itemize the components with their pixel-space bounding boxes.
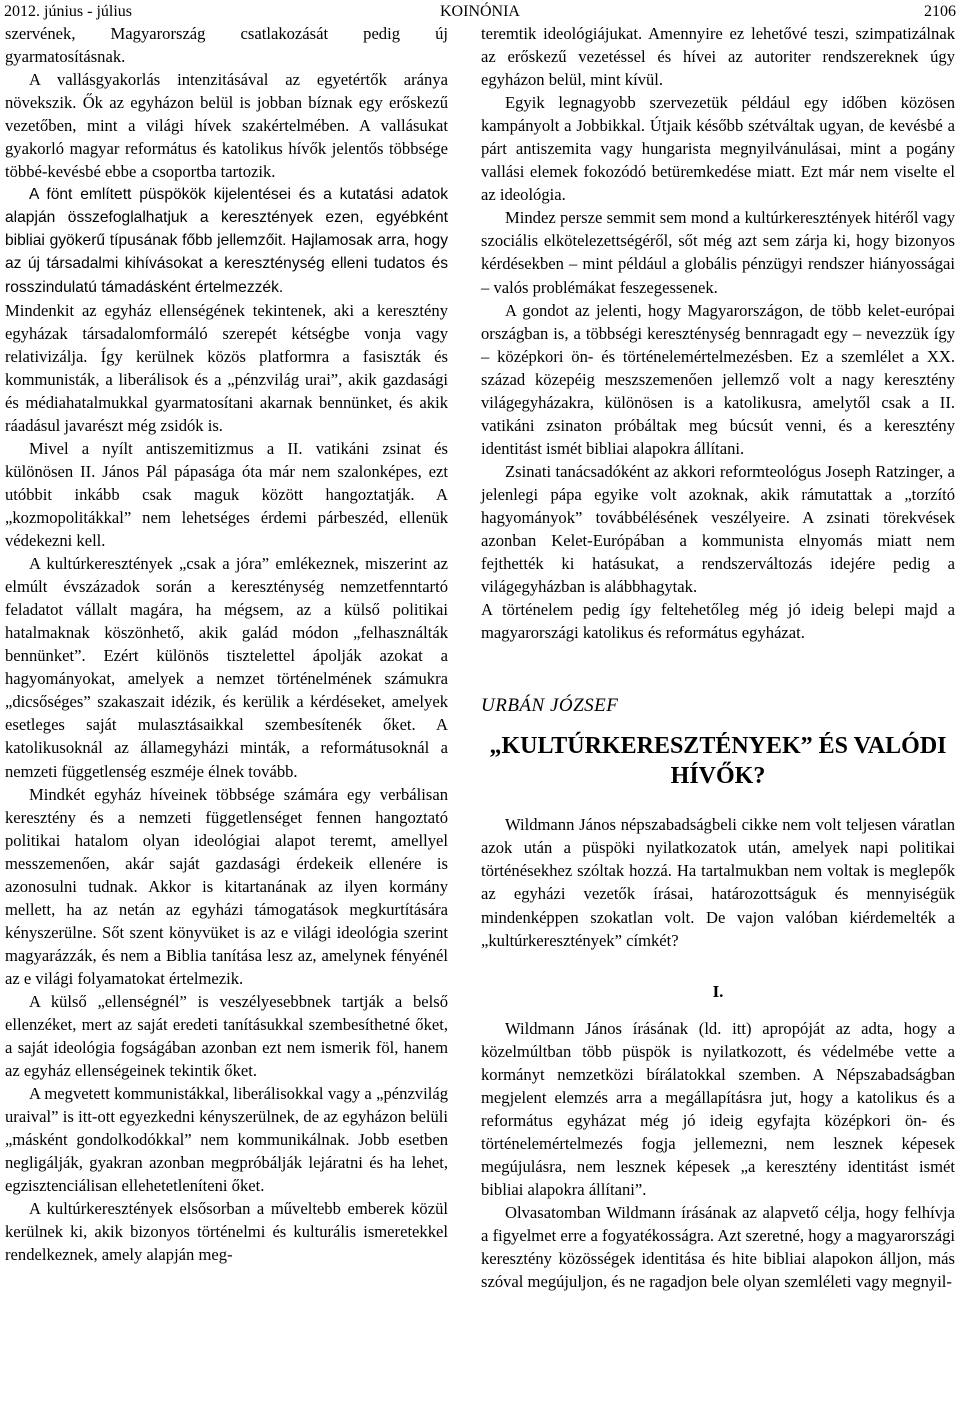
page-header <box>4 2 956 22</box>
left-column <box>5 22 448 1267</box>
paragraph: szervének, Magyarország csatlakozását pedig új gyarmatosításnak. <box>5 24 448 67</box>
paragraph: A külső „ellenségnél” is veszélyesebbnek tartják a belső ellenzéket, mert az saját eredeti tanításukkal szembesíthetné őket, a saját ideológia fogságában azonban ezt nem ismerik föl, hanem az egyház ellenségeinek tekintik őket. <box>5 991 448 1081</box>
paragraph: A fönt említett püspökök kijelentései és a kutatási adatok alapján összefoglalhatjuk a keresztények ezen, egyébként bibliai gyökerű típusának főbb jellemzőit. Hajlamosak arra, hogy az új társadalmi kihívásokat a kereszténység elleni tudatos és rosszindulatú támadásként értelmezzék. <box>5 186 448 296</box>
paragraph: A kultúrkeresztények elsősorban a műveltebb emberek közül kerülnek ki, akik bizonyos történelmi és kulturális ismeretekkel rendelkeznek, amely alapján meg- <box>5 1199 448 1265</box>
paragraph-text: A vallásgyakorlás intenzitásával az egyetértők aránya növekszik. Ők az egyházon belül is jobban bíznak egy erőskezű vezetőben, mint a világi hívek szakértelmében. A vallásukat gyakorló magyar református és katolikus hívők jelentős többsége többé-kevésbé ebbe a csoportba tartozik. <box>5 70 448 182</box>
paragraph: Mindenkit az egyház ellenségének tekintenek, aki a keresztény egyházak társadalomformáló szerepét kétségbe vonja vagy relativizálja. Így kerülnek közös platformra a fasiszták és kommunisták, a liberálisok és a „pénzvilág urai”, akik gazdasági és médiahatalmukkal gyarmatosítani akarnak bennünket, és akik ráadásul javarészt még zsidók is. <box>5 300 448 435</box>
paragraph: Mindkét egyház híveinek többsége számára egy verbálisan keresztény és a nemzeti függetlenséget fennen hangoztató politikai hatalom olyan ideológiai alapot teremt, amellyel messzemenően, akár saját gazdasági érdekeik ellenére is azonosulni tudnak. Akkor is kitartanának az ilyen kormány mellett, ha az netán az egyházi támogatások megkurtítására kényszerülne. Sőt szent könyvüket is az e világi ideológia szerint magyarázzák, és nem a Biblia tanítása lesz az, amelynek fényénél az e világi folyamatokat értelmezik. <box>5 784 448 988</box>
paragraph: Mindez persze semmit sem mond a kultúrkeresztények hitéről vagy szociális elkötelezettségéről, sőt még azt sem zárja ki, hogy bizonyos kérdésekben – mint például a globális pénzügyi rendszer hiányosságai – valós problémákat feszegessenek. <box>481 208 955 297</box>
issue-date: 2012. június - július <box>4 3 133 20</box>
paragraph: teremtik ideológiájukat. Amennyire ez lehetővé teszi, szimpatizálnak az erőskezű vezetéssel és hívei az autoriter rendszereknek úgy egyházon belül, mint kívül. <box>481 24 955 90</box>
paragraph: Zsinati tanácsadóként az akkori reformteológus Joseph Ratzinger, a jelenlegi pápa egyike volt azoknak, akik rámutattak a „torzító hagyományok” továbbélésének veszélyeire. A zsinati törekvések azonban Kelet-Európában a kommunista elnyomás miatt nem fejthették ki hatásukat, a rendszerváltozás idejére pedig a világegyházban is alábbhagytak. <box>481 461 955 597</box>
page-number: 2106 <box>924 3 956 20</box>
section-heading: I. <box>712 981 724 1001</box>
paragraph: A megvetett kommunistákkal, liberálisokkal vagy a „pénzvilág uraival” is itt-ott egyezkedni kényszerülnek, de az egyházon belüli „másként gondolkodókkal” nem kommunikálnak. Jobb esetben negligálják, gyakran azonban megpróbálják lejáratni és ha lehet, egzisztenciálisan ellehetetleníteni őket. <box>5 1084 448 1196</box>
paragraph: Wildmann János népszabadságbeli cikke nem volt teljesen váratlan azok után a püspöki nyilatkozatok után, amelyek napi politikai történésekhez szóltak hozzá. Ha tartalmukban nem voltak is meglepők az egyházi vezetők írásai, határozottságuk és mennyiségük mindenképpen szokatlan volt. De vajon valóban kiérdemelték a „kultúrkeresztények” címkét? <box>481 815 955 950</box>
article-title: „KULTÚRKERESZTÉNYEK” ÉS VALÓDI HÍVŐK? <box>489 733 947 790</box>
right-column <box>481 22 955 1293</box>
paragraph: A kultúrkeresztények „csak a jóra” emlékeznek, miszerint az elmúlt évszázadok során a kereszténység nemzetfenntartó feladatot vállalt magára, ha mégsem, az a külső politikai hatalmaknak köszönhető, akik galád módon „felhasználták bennünket”. Ezért különös tisztelettel ápolják azokat a hagyományokat, amelyek a nemzet történelmének számukra „dicsőséges” szakaszait idézik, és kerülik a kérdéseket, amelyek esetleges saját mulasztásaikkal szembesítenék őket. A katolikusoknál az államegyházi minták, a reformátusoknál a nemzeti függetlenség eszméje élnek tovább. <box>5 554 448 781</box>
paragraph: Egyik legnagyobb szervezetük például egy időben közösen kampányolt a Jobbikkal. Útjaik később szétváltak ugyan, de kevésbé a párt antiszemita vagy hungarista megnyilvánulásai, mint a pogány vallási elemek fokozódó betüremkedése miatt. Ezt már nem viselte el az ideológia. <box>481 93 955 205</box>
paragraph: Olvasatomban Wildmann írásának az alapvető célja, hogy felhívja a figyelmet erre a fogyatékosságra. Azt szeretné, hogy a magyarországi keresztény közösségek identitása és hite bibliai alapokon álljon, más szóval megújuljon, és ne ragadjon bele olyan szemléleti vagy megnyil- <box>481 1203 955 1292</box>
article-author: URBÁN JÓZSEF <box>481 695 619 717</box>
paragraph <box>5 68 448 183</box>
journal-name: KOINÓNIA <box>440 3 520 20</box>
paragraph: A történelem pedig így feltehetőleg még jó ideig belepi majd a magyarországi katolikus és református egyházat. <box>481 600 955 643</box>
paragraph: Wildmann János írásának (ld. itt) apropóját az adta, hogy a közelmúltban több püspök is nyilatkozott, és védelmébe vette a kormányt nemzetközi bírálatokkal szemben. A Népszabadságban megjelent elemzés arra a megállapításra jut, hogy a katolikus és a református egyházat még jó ideig egyfajta középkori ön- és történelemértelmezés fogja jellemezni, nem lesznek képesek megújulásra, nem lesznek képesek „a keresztény identitást ismét bibliai alapokra állítani”. <box>481 1018 955 1199</box>
paragraph: Mivel a nyílt antiszemitizmus a II. vatikáni zsinat és különösen II. János Pál pápasága óta már nem szalonképes, ezt utóbbit inkább csak maguk között hangoztatják. A „kozmopolitákkal” nem lehetséges érdemi párbeszéd, ellenük védekezni kell. <box>5 438 448 551</box>
paragraph: A gondot az jelenti, hogy Magyarországon, de több kelet-európai országban is, a többségi kereszténység bennragadt egy – nevezzük így – középkori ön- és történelemértelmezésben. Ez a szemlélet a XX. század közepéig meszszemenően jellemző volt a nagy keresztény világegyházakra, különösen is a katolikusra, amelytől csak a II. vatikáni zsinaton próbáltak meg búcsút venni, és a keresztény identitást ismét bibliai alapokra állítani. <box>481 300 955 458</box>
